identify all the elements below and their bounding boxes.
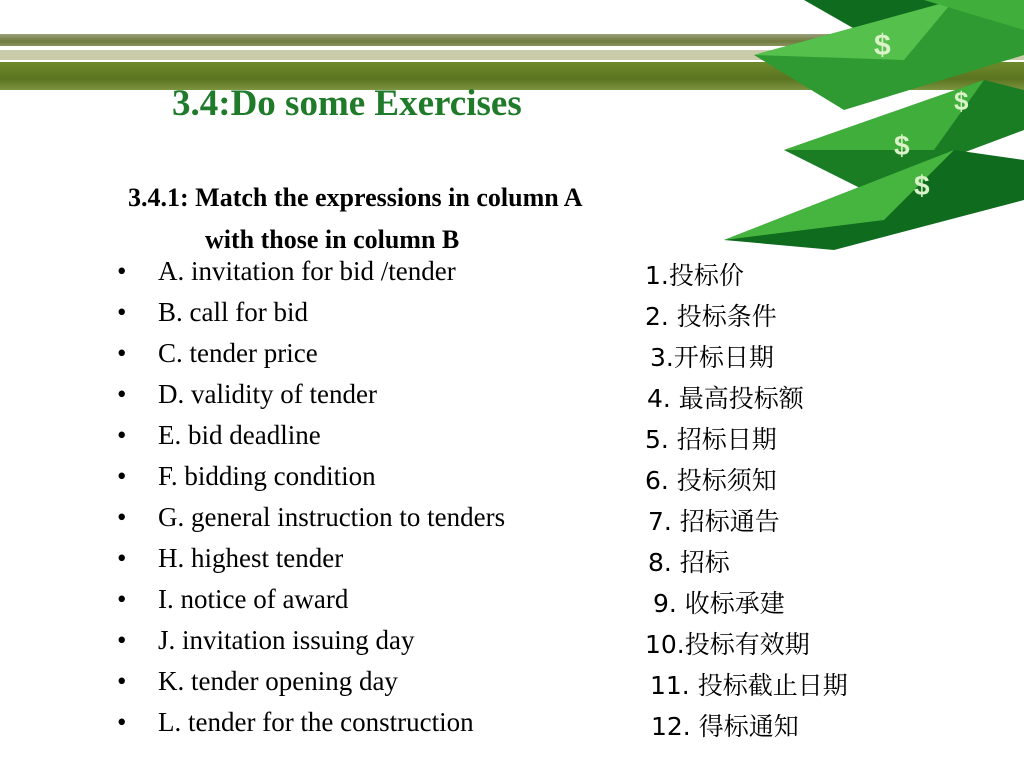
list-item (0, 543, 1024, 584)
bullet: • (117, 625, 127, 655)
column-a-term: E. bid deadline (158, 420, 321, 450)
bullet: • (117, 297, 127, 327)
instructions-line-2: with those in column B (205, 225, 460, 254)
dollar-sign-icon: $ (894, 130, 910, 161)
list-item (0, 461, 1024, 502)
column-a-term: K. tender opening day (158, 666, 398, 696)
bullet: • (117, 584, 127, 614)
column-b-term: 1.投标价 (645, 261, 744, 290)
column-a-term: F. bidding condition (158, 461, 376, 491)
dollar-paper-plane-icon (724, 0, 1024, 250)
column-b-term: 11. 投标截止日期 (650, 671, 848, 700)
list-item (0, 379, 1024, 420)
bullet: • (117, 502, 127, 532)
column-a-term: G. general instruction to tenders (158, 502, 506, 532)
bullet: • (117, 379, 127, 409)
column-b-term: 5. 招标日期 (645, 425, 777, 454)
column-a-term: C. tender price (158, 338, 318, 368)
bullet: • (117, 707, 127, 737)
column-b-term: 12. 得标通知 (651, 712, 799, 741)
column-b-term: 2. 投标条件 (645, 302, 777, 331)
list-item (0, 666, 1024, 707)
list-item (0, 502, 1024, 543)
slide-title: 3.4:Do some Exercises (172, 83, 522, 124)
bullet: • (117, 543, 127, 573)
list-item (0, 297, 1024, 338)
column-a-term: B. call for bid (158, 297, 308, 327)
column-a-term: A. invitation for bid /tender (158, 256, 456, 286)
exercise-instructions (128, 177, 583, 261)
column-b-term: 10.投标有效期 (645, 630, 810, 659)
dollar-sign-icon: $ (874, 29, 891, 62)
column-a-term: D. validity of tender (158, 379, 377, 409)
column-b-term: 3.开标日期 (650, 343, 774, 372)
list-item (0, 256, 1024, 297)
bullet: • (117, 461, 127, 491)
list-item (0, 338, 1024, 379)
list-item (0, 707, 1024, 748)
column-b-term: 6. 投标须知 (645, 466, 777, 495)
bullet: • (117, 666, 127, 696)
column-a-term: H. highest tender (158, 543, 344, 573)
column-b-term: 4. 最高投标额 (647, 384, 804, 413)
list-item (0, 420, 1024, 461)
column-a-term: I. notice of award (158, 584, 349, 614)
list-item (0, 625, 1024, 666)
matching-list (0, 256, 1024, 748)
bullet: • (117, 256, 127, 286)
column-a-term: J. invitation issuing day (158, 625, 415, 655)
bullet: • (117, 338, 127, 368)
column-a-term: L. tender for the construction (158, 707, 474, 737)
column-b-term: 8. 招标 (648, 548, 730, 577)
instructions-line-1: 3.4.1: Match the expressions in column A (128, 183, 583, 212)
list-item (0, 584, 1024, 625)
dollar-sign-icon: $ (914, 170, 930, 201)
dollar-sign-icon: $ (954, 86, 969, 116)
column-b-term: 9. 收标承建 (653, 589, 785, 618)
bullet: • (117, 420, 127, 450)
column-b-term: 7. 招标通告 (648, 507, 780, 536)
